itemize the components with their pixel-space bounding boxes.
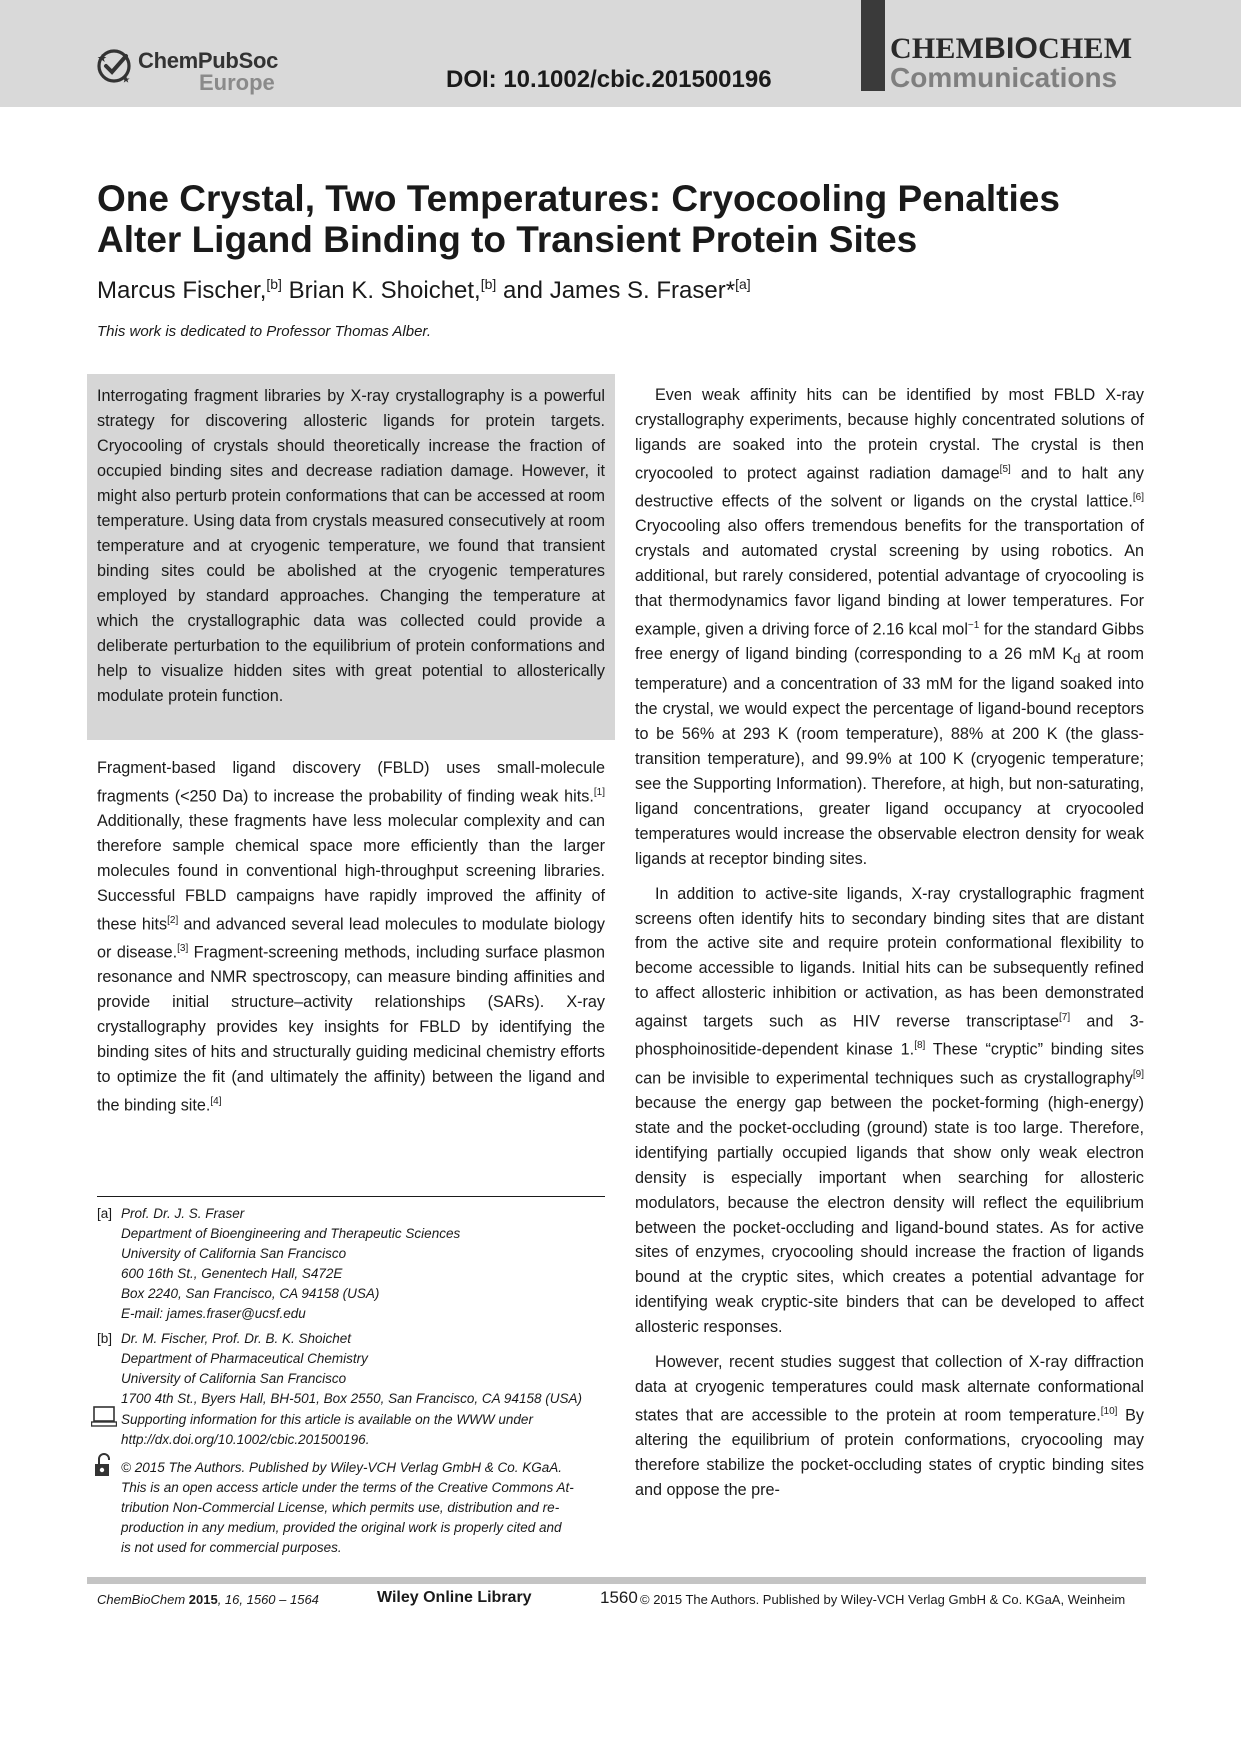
journal-section: Communications	[890, 62, 1118, 93]
affiliation-line: 1700 4th St., Byers Hall, BH-501, Box 2550, San Francisco, CA 94158 (USA)	[121, 1391, 582, 1406]
subscript: d	[1073, 651, 1081, 667]
left-column-body	[97, 756, 605, 1118]
page-header	[0, 0, 1241, 107]
wiley-online-library-link[interactable]: Wiley Online Library	[377, 1589, 532, 1606]
text-run: Cryocooling also offers tremendous benefits for the transportation of crystals and automated crystal screening by using robotics. An additional, but rarely considered, potential advantage of cryocooling is that thermodynamics favor ligand binding at lower temperatures. For example, given a driving force of 2.16 kcal mol	[635, 517, 1144, 639]
license-line: tribution Non-Commercial License, which permits use, distribution and re-	[121, 1500, 560, 1515]
author-affiliation-marker: [a]	[735, 276, 751, 292]
affiliation-lines	[121, 1204, 605, 1324]
citation-superscript: [1]	[593, 786, 605, 798]
abstract-text: Interrogating fragment libraries by X-ray crystallography is a powerful strategy for discovering allosteric ligands for protein targets. Cryocooling of crystals should theoretically increase the fraction of occupied binding sites and decrease radiation damage. However, it might also perturb protein conformations that can be accessed at room temperature. Using data from crystals measured consecutively at room temperature and at cryogenic temperature, we found that transient binding sites could be abolished at the cryogenic temperatures employed by standard approaches. Changing the temperature at which the crystallographic data was collected could provide a deliberate perturbation to the equilibrium of protein conformations and help to visualize hidden sites with great potential to allosterically modulate protein function.	[97, 387, 605, 705]
text-run: By altering the equilibrium of protein conformations, cryocooling may therefore stabilize the pocket-occluding states of cryptic binding sites and oppose the pre-	[635, 1406, 1145, 1500]
body-paragraph	[97, 756, 605, 1118]
text-run: and 3-phosphoinositide-dependent kinase 1.	[635, 1012, 1144, 1059]
body-paragraph	[635, 383, 1144, 872]
affiliation-line: 600 16th St., Genentech Hall, S472E	[121, 1266, 343, 1281]
citation-superscript: [7]	[1059, 1012, 1071, 1024]
text-run: Fragment-screening methods, including surface plasmon resonance and NMR spectroscopy, can measure binding affinities and provide initial structure–activity relationships (SARs). X-ray crystallography provides key insights for FBLD by identifying the binding sites of hits and structurally guiding medicinal chemistry efforts to optimize the fit (and ultimately the affinity) between the ligand and the binding site.	[97, 943, 605, 1115]
text-run: and advanced several lead molecules to modulate biology or disease.	[97, 915, 605, 962]
affiliation-tag: [b]	[97, 1331, 113, 1346]
supporting-info-link[interactable]: http://dx.doi.org/10.1002/cbic.201500196.	[121, 1432, 370, 1447]
author-affiliation-marker: [b]	[266, 276, 282, 292]
license	[97, 1458, 605, 1558]
supporting-info-lines	[121, 1410, 605, 1450]
text-run: and to halt any destructive effects of the solvent or ligands on the crystal lattice.	[635, 464, 1144, 511]
author-name: and James S. Fraser*	[496, 277, 736, 304]
affiliation-a	[97, 1204, 605, 1324]
footer-divider	[87, 1577, 1146, 1584]
footer-copyright: © 2015 The Authors. Published by Wiley-VCH Verlag GmbH & Co. KGaA, Weinheim	[640, 1592, 1126, 1607]
page-number: 1560	[600, 1588, 638, 1607]
journal-accent-bar	[861, 0, 885, 91]
affiliation-line: Prof. Dr. J. S. Fraser	[121, 1206, 245, 1221]
affiliation-line: Box 2240, San Francisco, CA 94158 (USA)	[121, 1286, 380, 1301]
author-name: Marcus Fischer,	[97, 277, 267, 304]
citation-superscript: [6]	[1132, 492, 1144, 504]
text-run: Fragment-based ligand discovery (FBLD) uses small-molecule fragments (<250 Da) to increase the probability of finding weak hits.	[97, 759, 605, 806]
doi: DOI: 10.1002/cbic.201500196	[446, 66, 772, 93]
text-run: These “cryptic” binding sites can be invisible to experimental techniques such as crystallography	[635, 1040, 1144, 1088]
affiliation-b	[97, 1329, 605, 1409]
citation-superscript: [10]	[1100, 1405, 1118, 1417]
license-line: This is an open access article under the terms of the Creative Commons At-	[121, 1480, 574, 1495]
license-lines	[121, 1458, 605, 1558]
affiliation-email[interactable]: E-mail: james.fraser@ucsf.edu	[121, 1306, 306, 1321]
text-run: because the energy gap between the pocket-forming (high-energy) state and the pocket-occluding (ground) state is too large. Therefore, identifying partially occupied ligands that show only weak electron density is especially important when searching for allosteric modulators, because the electron density will reflect the equilibrium between the pocket-occluding and ligand-bound states. As for active sites of enzymes, cryocooling should increase the fraction of ligands bound at the cryptic sites, which creates a potential advantage for identifying weak cryptic-site binders that can be developed to affect allosteric responses.	[635, 1094, 1144, 1337]
citation-superscript: [5]	[999, 463, 1011, 475]
citation-superscript: [8]	[914, 1040, 926, 1052]
affiliation-divider	[97, 1196, 605, 1197]
text-run: at room temperature) and a concentration of 33 mM for the ligand soaked into the crystal, we would expect the percentage of ligand-bound receptors to be 56% at 293 K (room temperature), 88% at 200 K (the glass-transition temperature), and 99.9% at 100 K (cryogenic temperature; see the Supporting Information). Therefore, at high, but non-saturating, ligand concentrations, greater ligand occupancy at cryocooled temperatures would increase the observable electron density for weak ligands at receptor binding sites.	[635, 645, 1144, 868]
citation-superscript: −1	[967, 619, 980, 631]
affiliation-line: University of California San Francisco	[121, 1371, 347, 1386]
author-name: Brian K. Shoichet,	[281, 277, 481, 304]
affiliation-lines	[121, 1329, 605, 1409]
article-title: One Crystal, Two Temperatures: Cryocooling Penalties Alter Ligand Binding to Transient Protein Sites	[97, 178, 1060, 260]
affiliation-line: University of California San Francisco	[121, 1246, 347, 1261]
citation-superscript: [4]	[210, 1095, 222, 1107]
abstract-box	[87, 374, 615, 740]
text-run: In addition to active-site ligands, X-ray crystallographic fragment screens often identify hits to secondary binding sites that are distant from the active site and require protein conformational flexibility to become accessible to ligands. Initial hits can be subsequently refined to affect allosteric inhibition or activation, as has been demonstrated against targets such as HIV reverse transcriptase	[635, 884, 1144, 1031]
dedication: This work is dedicated to Professor Thomas Alber.	[97, 323, 432, 340]
affiliation-line: Department of Bioengineering and Therapeutic Sciences	[121, 1226, 461, 1241]
supporting-info-line: Supporting information for this article is available on the WWW under	[121, 1412, 533, 1427]
footer-citation: ChemBioChem 2015, 16, 1560 – 1564	[97, 1592, 319, 1607]
affiliation-line: Dr. M. Fischer, Prof. Dr. B. K. Shoichet	[121, 1331, 352, 1346]
affiliation-tag: [a]	[97, 1206, 113, 1221]
text-run: Even weak affinity hits can be identified by most FBLD X-ray crystallography experiments, because highly concentrated solutions of ligands are soaked into the protein crystal. The crystal is then cryocooled to protect against radiation damage	[635, 386, 1144, 483]
supporting-info	[97, 1410, 605, 1450]
body-paragraph	[635, 1350, 1144, 1503]
publisher-name: ChemPubSoc	[138, 48, 279, 73]
author-affiliation-marker: [b]	[480, 276, 497, 292]
chempubsoc-logo-icon	[96, 46, 136, 86]
body-paragraph	[635, 882, 1144, 1340]
right-column-body	[635, 383, 1144, 1503]
license-line: production in any medium, provided the original work is properly cited and	[121, 1520, 562, 1535]
text-run: for the standard Gibbs free energy of ligand binding (corresponding to a 26 mM K	[635, 620, 1144, 664]
citation-superscript: [2]	[167, 914, 179, 926]
license-line: is not used for commercial purposes.	[121, 1540, 342, 1555]
text-run: However, recent studies suggest that collection of X-ray diffraction data at cryogenic temperatures could mask alternate conformational states that are accessible to the protein at room temperature.	[635, 1353, 1144, 1425]
author-list	[97, 276, 751, 305]
publisher-region: Europe	[199, 70, 275, 95]
text-run: Additionally, these fragments have less molecular complexity and can therefore sample chemical space more efficiently than the larger molecules found in conventional high-throughput screening libraries. Successful FBLD campaigns have rapidly improved the affinity of these hits	[97, 812, 605, 934]
affiliation-line: Department of Pharmaceutical Chemistry	[121, 1351, 368, 1366]
publisher-logo	[96, 46, 286, 96]
journal-name: CHEMBIOCHEM	[890, 32, 1133, 65]
license-line: © 2015 The Authors. Published by Wiley-VCH Verlag GmbH & Co. KGaA.	[121, 1460, 563, 1475]
citation-superscript: [9]	[1132, 1068, 1144, 1080]
citation-superscript: [3]	[177, 943, 189, 955]
